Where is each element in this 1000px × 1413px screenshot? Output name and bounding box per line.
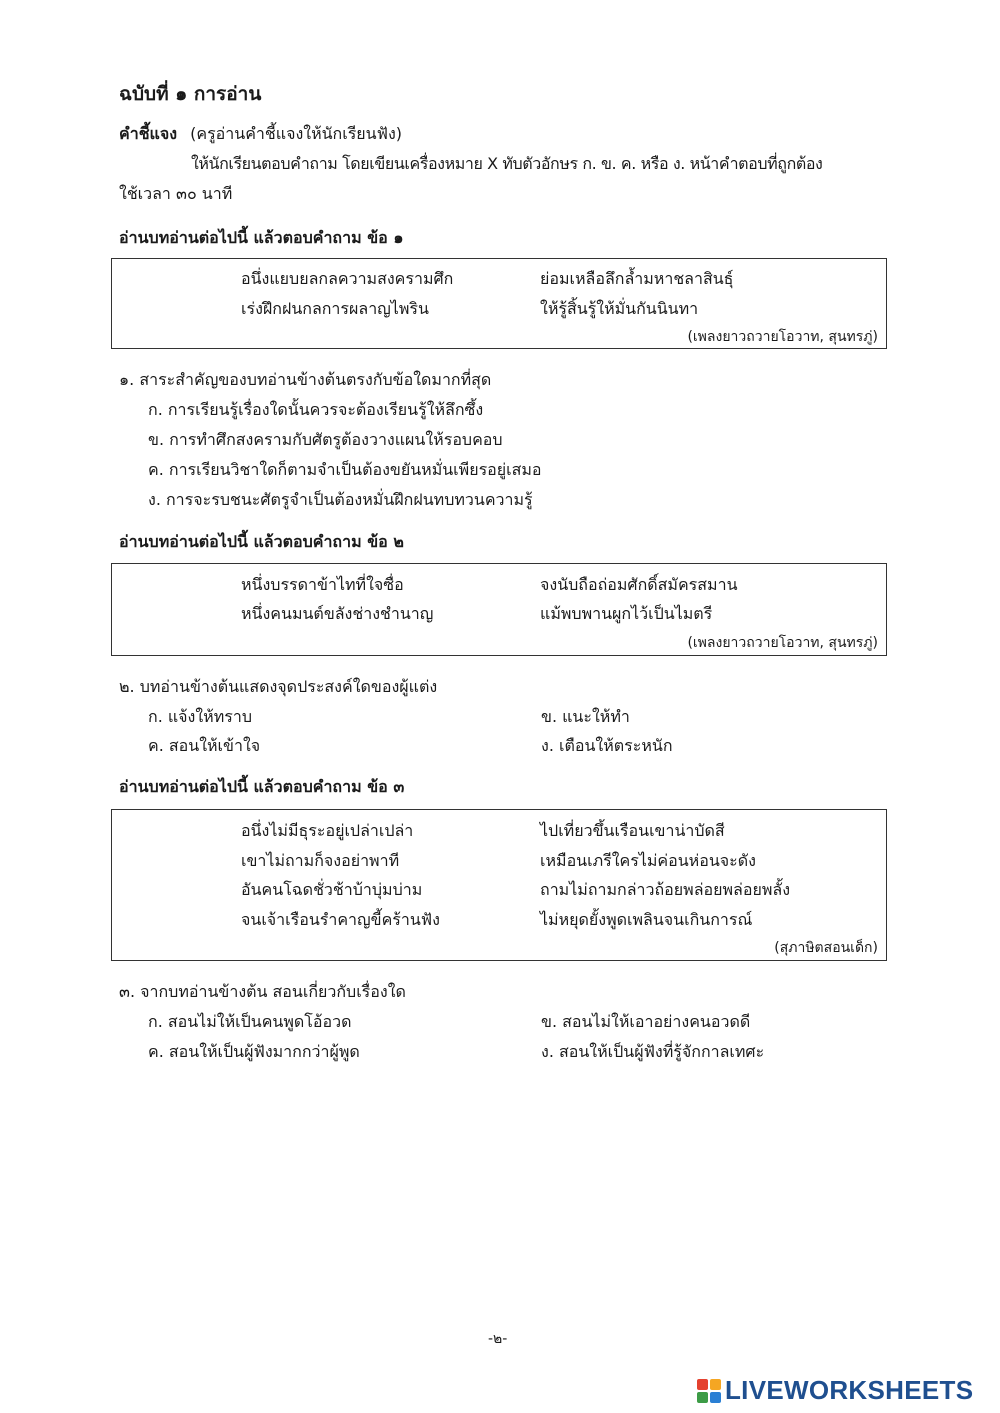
choice-3-a[interactable]: ก. สอนไม่ให้เป็นคนพูดโอ้อวด [148, 1012, 352, 1031]
choice-2-d[interactable]: ง. เตือนให้ตระหนัก [541, 736, 673, 755]
poem-line: ไปเที่ยวขึ้นเรือนเขาน่าบัดสี [540, 821, 725, 840]
logo-tile [697, 1392, 708, 1403]
choice-1-a[interactable]: ก. การเรียนรู้เรื่องใดนั้นควรจะต้องเรียนรู้ให้ลึกซึ้ง [148, 400, 484, 419]
poem-line: เหมือนเภรีใครไม่ค่อนห่อนจะดัง [540, 851, 756, 870]
choice-3-d[interactable]: ง. สอนให้เป็นผู้ฟังที่รู้จักกาลเทศะ [541, 1042, 765, 1061]
section-3-heading: อ่านบทอ่านต่อไปนี้ แล้วตอบคำถาม ข้อ ๓ [119, 777, 405, 796]
poem-box-3 [111, 809, 887, 961]
logo-tile [710, 1379, 721, 1390]
poem-box-2 [111, 563, 887, 656]
question-3: ๓. จากบทอ่านข้างต้น สอนเกี่ยวกับเรื่องใด [119, 982, 406, 1001]
poem-line: เขาไม่ถามก็จงอย่าพาที [241, 851, 400, 870]
poem-source: (สุภาษิตสอนเด็ก) [774, 940, 878, 956]
choice-3-c[interactable]: ค. สอนให้เป็นผู้ฟังมากกว่าผู้พูด [148, 1042, 360, 1061]
instruction-note: (ครูอ่านคำชี้แจงให้นักเรียนฟัง) [190, 124, 402, 143]
poem-line: จงนับถือถ่อมศักดิ์สมัครสมาน [540, 575, 738, 594]
instruction-label: คำชี้แจง [119, 124, 178, 143]
choice-2-a[interactable]: ก. แจ้งให้ทราบ [148, 707, 252, 726]
page-number: -๒- [488, 1331, 508, 1347]
logo-grid-icon [697, 1379, 721, 1403]
poem-source: (เพลงยาวถวายโอวาท, สุนทรภู่) [687, 635, 878, 651]
choice-2-c[interactable]: ค. สอนให้เข้าใจ [148, 736, 261, 755]
poem-line: อนึ่งแยบยลกลความสงครามศึก [241, 269, 454, 288]
choice-3-b[interactable]: ข. สอนไม่ให้เอาอย่างคนอวดดี [541, 1012, 751, 1031]
poem-line: เร่งฝึกฝนกลการผลาญไพริน [241, 299, 429, 318]
logo-tile [710, 1392, 721, 1403]
instruction-line-2: ใช้เวลา ๓๐ นาที [119, 184, 233, 203]
choice-1-c[interactable]: ค. การเรียนวิชาใดก็ตามจำเป็นต้องขยันหมั่นเพียรอยู่เสมอ [148, 460, 542, 479]
choice-2-b[interactable]: ข. แนะให้ทำ [541, 707, 630, 726]
instruction-line-1: ให้นักเรียนตอบคำถาม โดยเขียนเครื่องหมาย X ทับตัวอักษร ก. ข. ค. หรือ ง. หน้าคำตอบที่ถูกต้อง [191, 154, 823, 173]
poem-line: หนึ่งบรรดาข้าไทที่ใจซื่อ [241, 575, 404, 594]
choice-1-d[interactable]: ง. การจะรบชนะศัตรูจำเป็นต้องหมั่นฝึกฝนทบทวนความรู้ [148, 490, 533, 509]
choice-1-b[interactable]: ข. การทำศึกสงครามกับศัตรูต้องวางแผนให้รอบคอบ [148, 430, 503, 449]
poem-box-1 [111, 258, 887, 349]
page-title: ฉบับที่ ๑ การอ่าน [119, 83, 262, 105]
poem-line: แม้พบพานผูกไว้เป็นไมตรี [540, 604, 713, 623]
poem-line: อนึ่งไม่มีธุระอยู่เปล่าเปล่า [241, 821, 414, 840]
logo-tile [697, 1379, 708, 1390]
section-1-heading: อ่านบทอ่านต่อไปนี้ แล้วตอบคำถาม ข้อ ๑ [119, 228, 404, 247]
poem-line: หนึ่งคนมนต์ขลังช่างชำนาญ [241, 604, 434, 623]
poem-line: อันคนโฉดชั่วช้าบ้าบุ่มบ่าม [241, 880, 423, 899]
poem-line: ย่อมเหลือลึกล้ำมหาชลาสินธุ์ [540, 269, 734, 288]
poem-line: จนเจ้าเรือนรำคาญขี้คร้านฟัง [241, 910, 440, 929]
section-2-heading: อ่านบทอ่านต่อไปนี้ แล้วตอบคำถาม ข้อ ๒ [119, 532, 404, 551]
poem-line: ถามไม่ถามกล่าวถ้อยพล่อยพล่อยพลั้ง [540, 880, 790, 899]
instruction-heading [119, 122, 402, 147]
liveworksheets-logo[interactable] [697, 1375, 973, 1406]
brand-name: LIVEWORKSHEETS [725, 1375, 974, 1405]
poem-source: (เพลงยาวถวายโอวาท, สุนทรภู่) [687, 329, 878, 345]
question-2: ๒. บทอ่านข้างต้นแสดงจุดประสงค์ใดของผู้แต่ง [119, 677, 438, 696]
poem-line: ให้รู้สิ้นรู้ให้มั่นกันนินทา [540, 299, 699, 318]
poem-line: ไม่หยุดยั้งพูดเพลินจนเกินการณ์ [540, 910, 753, 929]
question-1: ๑. สาระสำคัญของบทอ่านข้างต้นตรงกับข้อใดมากที่สุด [119, 370, 492, 389]
